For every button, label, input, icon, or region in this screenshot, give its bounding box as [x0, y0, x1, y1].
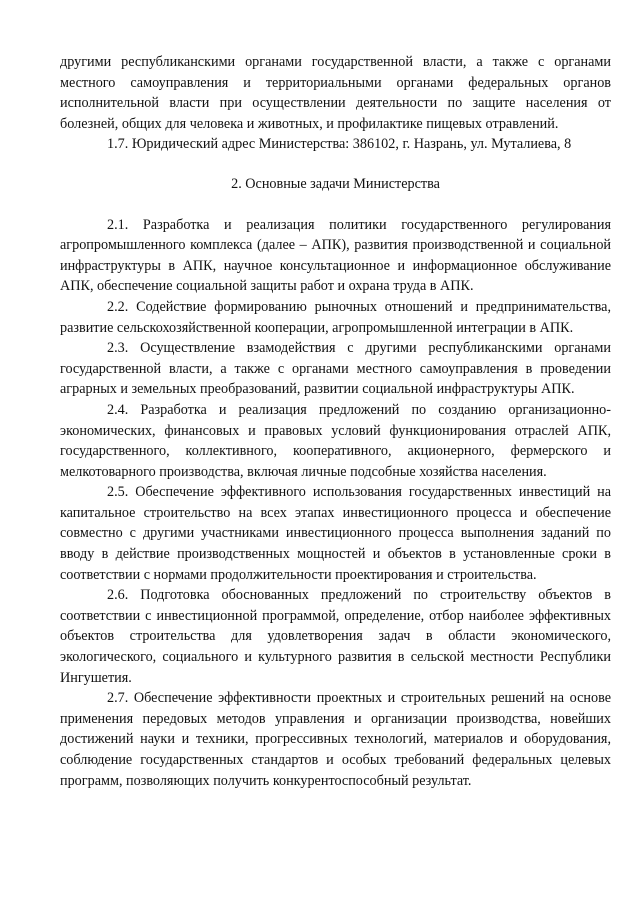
item-2-7: 2.7. Обеспечение эффективности проектных и строительных решений на основе применения передовых методов управления и организации производства, новейших достижений науки и техники, прогрессивных технологий, материалов и оборудования, соблюдение государственных стандартов и особых требований федеральных целевых программ, позволяющих получить конкурентоспособный результат.	[60, 690, 611, 789]
intro-paragraph: другими республиканскими органами государственной власти, а также с органами местного самоуправления и территориальными органами федеральных органов исполнительной власти при осуществлении деятельности по защите населения от болезней, общих для человека и животных, и профилактике пищевых отравлений.	[60, 54, 611, 132]
section-2-heading: 2. Основные задачи Министерства	[231, 175, 440, 192]
item-2-2: 2.2. Содействие формированию рыночных отношений и предпринимательства, развитие сельскохозяйственной кооперации, агропромышленной интеграции в АПК.	[60, 298, 611, 336]
item-2-5: 2.5. Обеспечение эффективного использования государственных инвестиций на капитальное строительство на всех этапах инвестиционного процесса и обеспечение совместно с другими участниками инвестиционного процесса выполнения заданий по вводу в действие производственных мощностей и объектов в установленные сроки в соответствии с нормами продолжительности проектирования и строительства.	[60, 484, 611, 583]
item-2-6: 2.6. Подготовка обоснованных предложений по строительству объектов в соответствии с инвестиционной программой, определение, отбор наиболее эффективных объектов строительства для удовлетворения задач в области экономического, экологического, социального и культурного развития в сельской местности Республики Ингушетия.	[60, 587, 611, 686]
document-page	[60, 52, 611, 791]
item-2-3: 2.3. Осуществление взамодействия с другими республиканскими органами государственной власти, а также с органами местного самоуправления в проведении аграрных и земельных преобразований, развитии социальной инфраструктуры АПК.	[60, 340, 611, 398]
item-2-4: 2.4. Разработка и реализация предложений по созданию организационно-экономических, финансовых и правовых условий функционирования отраслей АПК, государственного, коллективного, кооперативного, акционерного, фермерского и мелкотоварного производства, включая личные подсобные хозяйства населения.	[60, 401, 611, 480]
item-2-1: 2.1. Разработка и реализация политики государственного регулирования агропромышленного комплекса (далее – АПК), развития производственной и социальной инфраструктуры в АПК, научное консультационное и информационное обслуживание АПК, обеспечение социальной защиты работ и охрана труда в АПК.	[60, 216, 611, 295]
item-1-7-legal-address: 1.7. Юридический адрес Министерства: 386102, г. Назрань, ул. Муталиева, 8	[107, 136, 572, 153]
